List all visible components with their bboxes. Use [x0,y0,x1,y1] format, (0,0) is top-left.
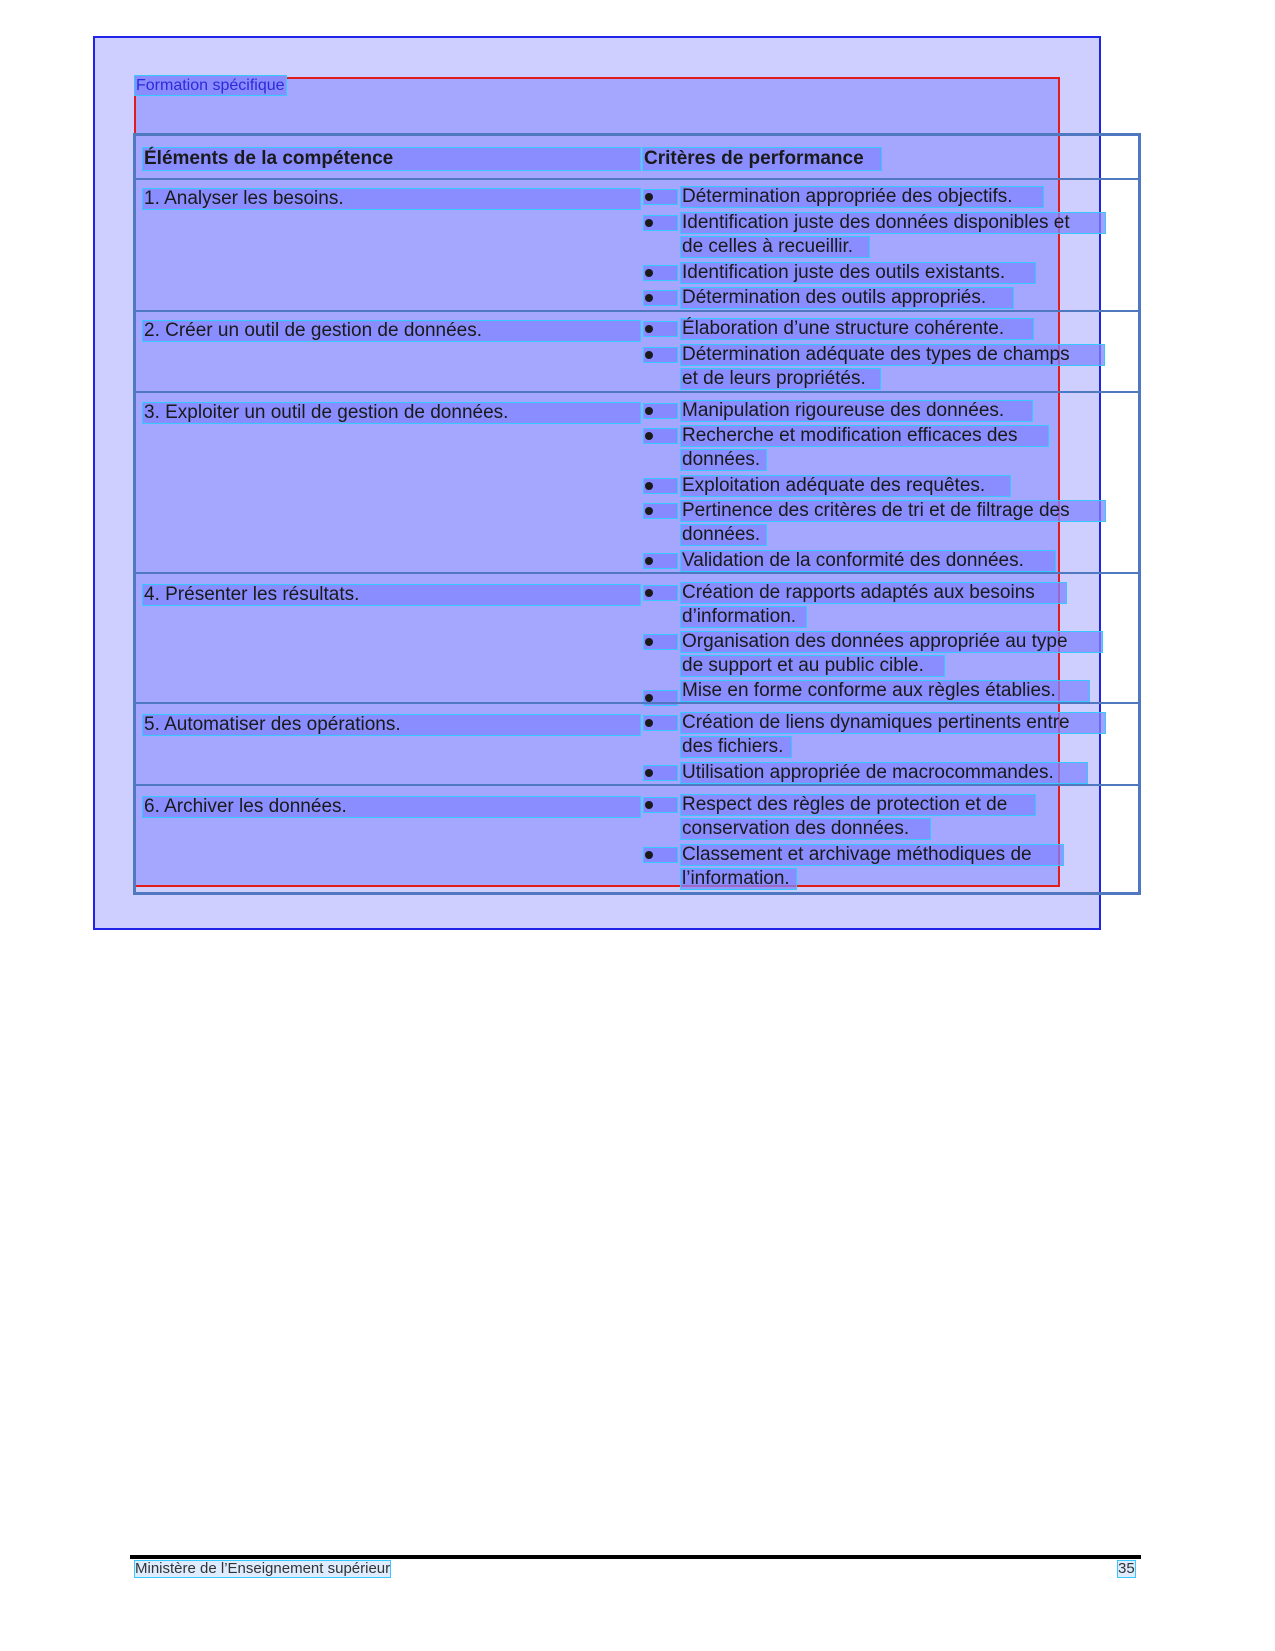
criterion-text: Pertinence des critères de tri et de filtrage des [680,500,1106,522]
bullet-icon [643,478,678,494]
criterion-text: des fichiers. [680,736,792,758]
element-1: 1. Analyser les besoins. [142,188,641,210]
bullet-icon [643,715,678,731]
criterion-text: Détermination appropriée des objectifs. [680,186,1044,208]
column-header-criteria: Critères de performance [642,147,882,171]
element-6: 6. Archiver les données. [142,796,641,818]
element-5: 5. Automatiser des opérations. [142,714,641,736]
bullet-icon [643,428,678,444]
element-3: 3. Exploiter un outil de gestion de données. [142,402,641,424]
bullet-icon [643,765,678,781]
criterion-text: Recherche et modification efficaces des [680,425,1049,447]
bullet-icon [643,797,678,813]
criterion-text: Respect des règles de protection et de [680,794,1036,816]
criterion-text: Mise en forme conforme aux règles établies. [680,680,1090,702]
bullet-icon [643,265,678,281]
criterion-text: Détermination adéquate des types de champs [680,344,1105,366]
criterion-text: et de leurs propriétés. [680,368,881,390]
bullet-icon [643,321,678,337]
row-divider [133,702,1141,704]
bullet-icon [643,215,678,231]
section-label: Formation spécifique [136,77,285,94]
footer-ministry: Ministère de l’Enseignement supérieur [135,1560,391,1577]
criterion-text: données. [680,449,767,471]
bullet-icon [643,347,678,363]
bullet-icon [643,634,678,650]
bullet-icon [643,290,678,306]
criterion-text: Identification juste des données disponibles et [680,212,1106,234]
criterion-text: Validation de la conformité des données. [680,550,1056,572]
criterion-text: Organisation des données appropriée au type [680,631,1103,653]
page-number: 35 [1118,1560,1135,1577]
criterion-text: Utilisation appropriée de macrocommandes. [680,762,1088,784]
element-2: 2. Créer un outil de gestion de données. [142,320,641,342]
criterion-text: l’information. [680,868,797,890]
element-4: 4. Présenter les résultats. [142,584,641,606]
criterion-text: d’information. [680,606,807,628]
bullet-icon [643,403,678,419]
criterion-text: Création de liens dynamiques pertinents entre [680,712,1106,734]
criterion-text: données. [680,524,767,546]
footer-rule [130,1555,1141,1559]
row-divider [133,178,1141,180]
column-header-elements: Éléments de la compétence [142,147,641,171]
row-divider [133,784,1141,786]
bullet-icon [643,585,678,601]
criterion-text: de support et au public cible. [680,655,945,677]
bullet-icon [643,847,678,863]
criterion-text: Détermination des outils appropriés. [680,287,1014,309]
criterion-text: Classement et archivage méthodiques de [680,844,1064,866]
row-divider [133,391,1141,393]
row-divider [133,572,1141,574]
criterion-text: Manipulation rigoureuse des données. [680,400,1033,422]
criterion-text: Élaboration d’une structure cohérente. [680,318,1034,340]
bullet-icon [643,189,678,205]
criterion-text: Exploitation adéquate des requêtes. [680,475,1011,497]
bullet-icon [643,503,678,519]
row-divider [133,310,1141,312]
criterion-text: Création de rapports adaptés aux besoins [680,582,1067,604]
bullet-icon [643,553,678,569]
criterion-text: de celles à recueillir. [680,236,870,258]
criterion-text: Identification juste des outils existants. [680,262,1036,284]
criterion-text: conservation des données. [680,818,931,840]
